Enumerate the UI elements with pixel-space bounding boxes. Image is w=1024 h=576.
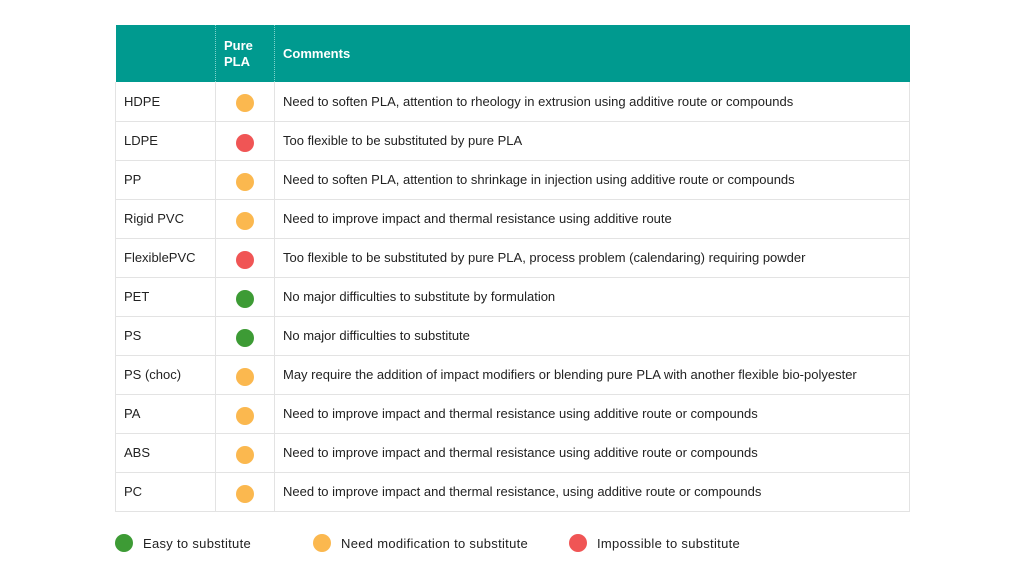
table-row [116, 82, 910, 121]
table-row [116, 199, 910, 238]
legend-item [115, 534, 313, 552]
status-orange-dot-icon [236, 407, 254, 425]
status-orange-dot-icon [236, 446, 254, 464]
table-header-row [116, 25, 910, 82]
legend-label: Need modification to substitute [341, 535, 529, 551]
pure-pla-cell [216, 238, 275, 277]
table-row [116, 160, 910, 199]
table-row [116, 121, 910, 160]
status-orange-dot-icon [236, 485, 254, 503]
legend-green-dot-icon [115, 534, 133, 552]
status-red-dot-icon [236, 251, 254, 269]
material-cell: PET [116, 277, 216, 316]
legend-red-dot-icon [569, 534, 587, 552]
status-orange-dot-icon [236, 212, 254, 230]
pure-pla-cell [216, 316, 275, 355]
header-pure-pla: Pure PLA [216, 25, 275, 82]
table-row [116, 238, 910, 277]
comment-cell: Need to soften PLA, attention to rheology in extrusion using additive route or compounds [275, 82, 910, 121]
legend-item [313, 534, 569, 552]
status-green-dot-icon [236, 290, 254, 308]
table-row [116, 394, 910, 433]
comment-cell: Need to soften PLA, attention to shrinkage in injection using additive route or compounds [275, 160, 910, 199]
table-row [116, 472, 910, 511]
header-comments: Comments [275, 25, 910, 82]
table-body [116, 82, 910, 511]
status-orange-dot-icon [236, 94, 254, 112]
legend-orange-dot-icon [313, 534, 331, 552]
material-cell: PC [116, 472, 216, 511]
comment-cell: No major difficulties to substitute by formulation [275, 277, 910, 316]
pure-pla-cell [216, 355, 275, 394]
pure-pla-cell [216, 160, 275, 199]
status-orange-dot-icon [236, 173, 254, 191]
material-cell: PS (choc) [116, 355, 216, 394]
material-cell: PP [116, 160, 216, 199]
table-row [116, 355, 910, 394]
pure-pla-cell [216, 394, 275, 433]
comment-cell: No major difficulties to substitute [275, 316, 910, 355]
material-cell: ABS [116, 433, 216, 472]
comment-cell: Need to improve impact and thermal resistance, using additive route or compounds [275, 472, 910, 511]
material-cell: FlexiblePVC [116, 238, 216, 277]
comment-cell: Too flexible to be substituted by pure PLA, process problem (calendaring) requiring powder [275, 238, 910, 277]
legend [115, 532, 740, 554]
comment-cell: Need to improve impact and thermal resistance using additive route or compounds [275, 433, 910, 472]
table-row [116, 316, 910, 355]
header-material [116, 25, 216, 82]
material-cell: HDPE [116, 82, 216, 121]
material-cell: PS [116, 316, 216, 355]
comment-cell: Too flexible to be substituted by pure PLA [275, 121, 910, 160]
pure-pla-cell [216, 472, 275, 511]
comment-cell: May require the addition of impact modifiers or blending pure PLA with another flexible bio-polyester [275, 355, 910, 394]
table-row [116, 433, 910, 472]
legend-item [569, 534, 740, 552]
comment-cell: Need to improve impact and thermal resistance using additive route [275, 199, 910, 238]
status-green-dot-icon [236, 329, 254, 347]
material-cell: LDPE [116, 121, 216, 160]
pure-pla-cell [216, 121, 275, 160]
comment-cell: Need to improve impact and thermal resistance using additive route or compounds [275, 394, 910, 433]
substitution-table [115, 25, 910, 512]
material-cell: Rigid PVC [116, 199, 216, 238]
legend-label: Impossible to substitute [597, 535, 741, 551]
pure-pla-cell [216, 82, 275, 121]
pure-pla-cell [216, 433, 275, 472]
pure-pla-cell [216, 199, 275, 238]
table-row [116, 277, 910, 316]
material-cell: PA [116, 394, 216, 433]
status-red-dot-icon [236, 134, 254, 152]
pure-pla-cell [216, 277, 275, 316]
status-orange-dot-icon [236, 368, 254, 386]
legend-label: Easy to substitute [143, 535, 252, 551]
